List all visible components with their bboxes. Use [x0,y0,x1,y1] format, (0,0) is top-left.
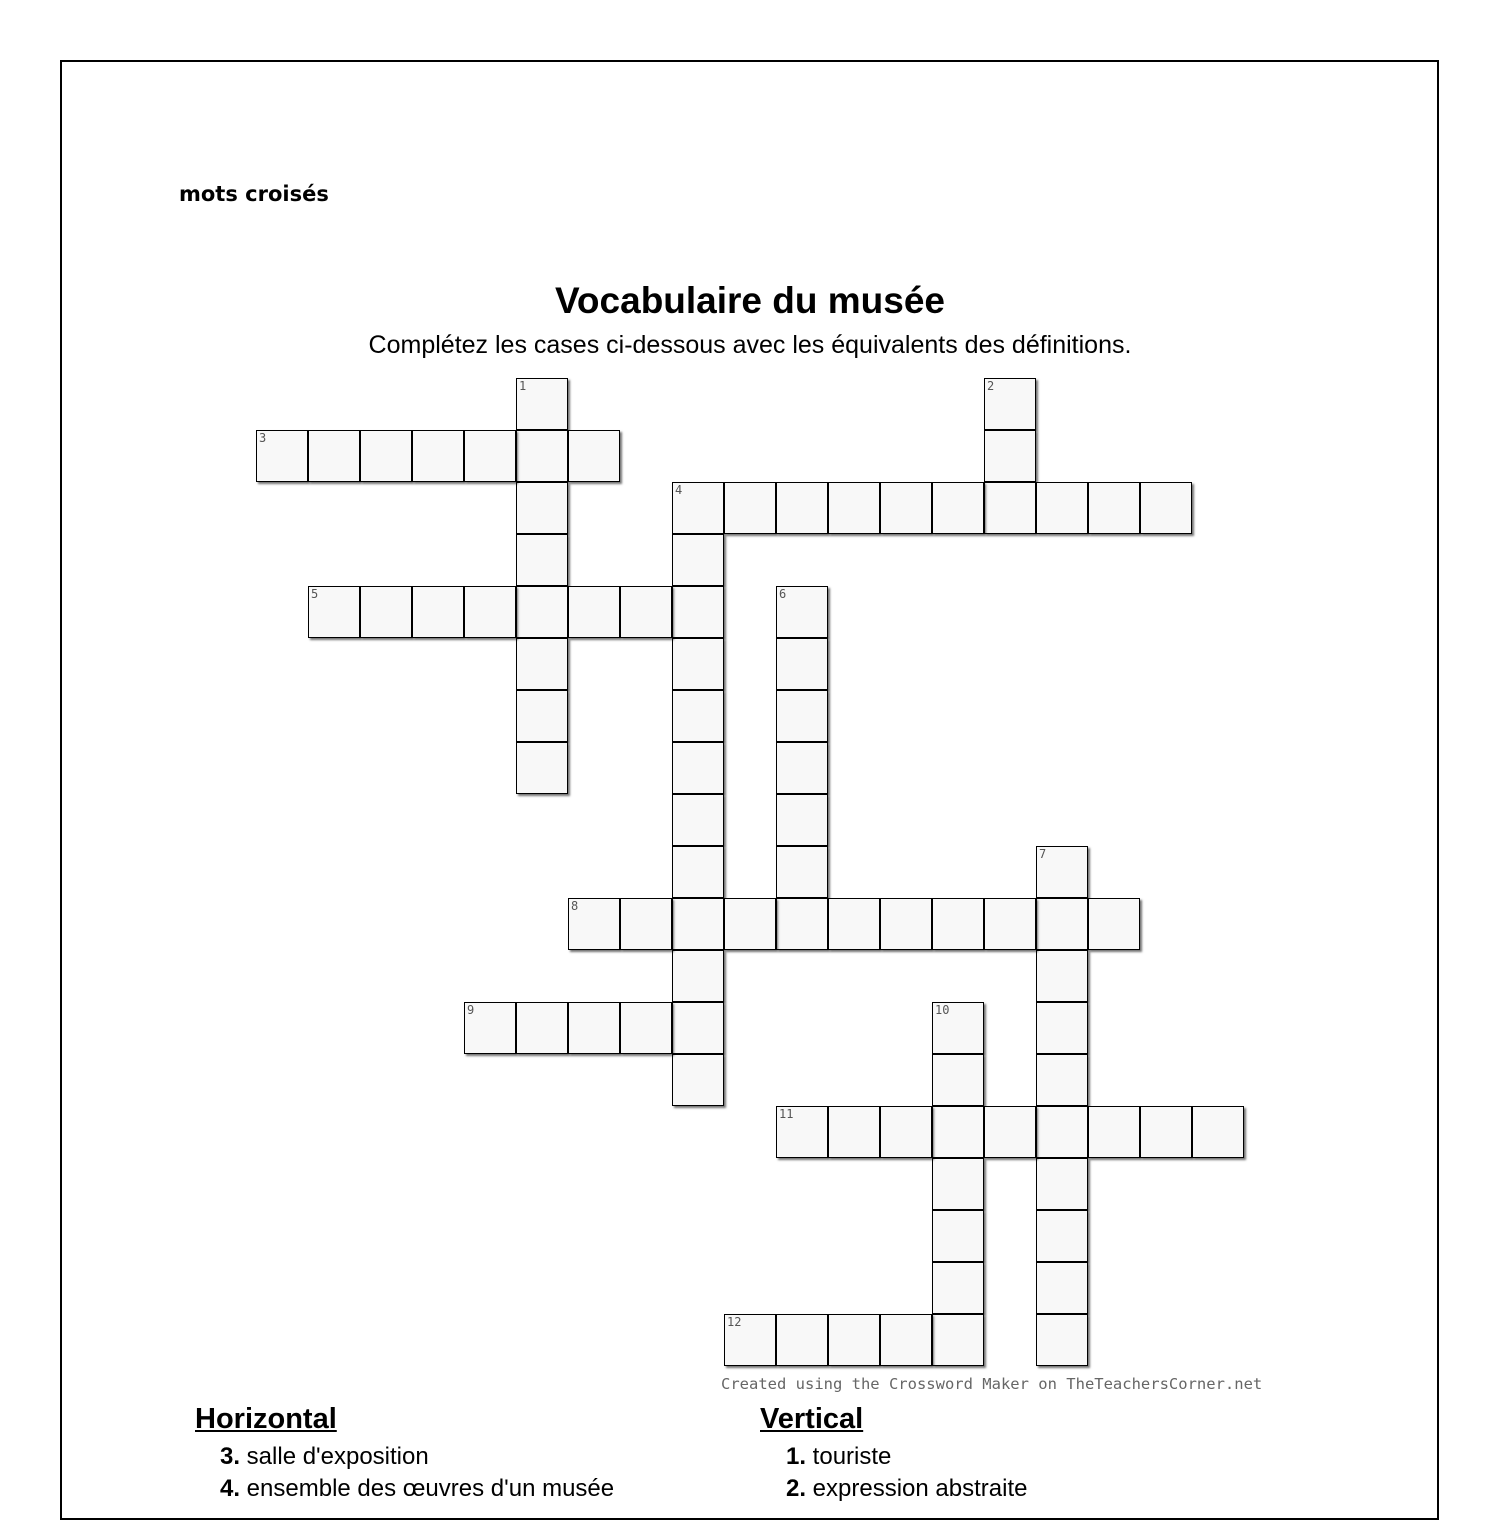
clue-number: 2. [786,1475,807,1502]
grid-cell[interactable] [932,1210,984,1262]
grid-cell[interactable] [828,1106,880,1158]
cell-number: 4 [675,483,683,497]
grid-cell[interactable] [308,586,360,638]
grid-cell[interactable] [984,482,1036,534]
clue-number: 3. [220,1443,241,1470]
clue-number: 4. [220,1475,241,1502]
puzzle-instructions: Complétez les cases ci-dessous avec les équivalents des définitions. [368,331,1132,359]
grid-cell[interactable] [984,898,1036,950]
grid-cell[interactable] [412,430,464,482]
clue-text: ensemble des œuvres d'un musée [240,1475,615,1502]
clue-text: expression abstraite [806,1475,1028,1502]
cell-number: 12 [727,1315,742,1329]
grid-cell[interactable] [932,898,984,950]
grid-cell[interactable] [724,898,776,950]
cell-number: 3 [259,431,267,445]
grid-cell[interactable] [1140,482,1192,534]
grid-cell[interactable] [412,586,464,638]
grid-cell[interactable] [776,794,828,846]
grid-cell[interactable] [516,586,568,638]
cell-number: 5 [311,587,319,601]
grid-cell[interactable] [1036,846,1088,898]
grid-cell[interactable] [1036,482,1088,534]
clue-text: salle d'exposition [240,1443,429,1470]
grid-cell[interactable] [776,742,828,794]
grid-cell[interactable] [932,1002,984,1054]
grid-cell[interactable] [672,1002,724,1054]
grid-cell[interactable] [672,1054,724,1106]
horizontal-clues-heading: Horizontal [195,1403,337,1435]
grid-cell[interactable] [776,846,828,898]
clue-item [220,1474,614,1506]
grid-cell[interactable] [516,1002,568,1054]
credit-line: Created using the Crossword Maker on TheTeachersCorner.net [721,1375,1263,1393]
grid-cell[interactable] [620,898,672,950]
grid-cell[interactable] [880,1314,932,1366]
grid-cell[interactable] [776,482,828,534]
grid-cell[interactable] [568,1002,620,1054]
grid-cell[interactable] [776,638,828,690]
grid-cell[interactable] [672,950,724,1002]
grid-cell[interactable] [1036,1002,1088,1054]
grid-cell[interactable] [256,430,308,482]
grid-cell[interactable] [932,482,984,534]
grid-cell[interactable] [568,430,620,482]
grid-cell[interactable] [1088,482,1140,534]
grid-cell[interactable] [1140,1106,1192,1158]
cell-number: 2 [987,379,995,393]
grid-cell[interactable] [464,1002,516,1054]
grid-cell[interactable] [516,534,568,586]
grid-cell[interactable] [464,586,516,638]
grid-cell[interactable] [828,1314,880,1366]
grid-cell[interactable] [672,742,724,794]
grid-cell[interactable] [516,430,568,482]
cell-number: 6 [779,587,787,601]
grid-cell[interactable] [724,482,776,534]
grid-cell[interactable] [672,794,724,846]
vertical-clues-heading: Vertical [760,1403,864,1435]
grid-cell[interactable] [1088,1106,1140,1158]
grid-cell[interactable] [932,1158,984,1210]
grid-cell[interactable] [1192,1106,1244,1158]
grid-cell[interactable] [516,690,568,742]
grid-cell[interactable] [672,586,724,638]
grid-cell[interactable] [984,430,1036,482]
puzzle-title: Vocabulaire du musée [555,280,945,321]
grid-cell[interactable] [568,586,620,638]
grid-cell[interactable] [776,690,828,742]
grid-cell[interactable] [1088,898,1140,950]
grid-cell[interactable] [568,898,620,950]
grid-cell[interactable] [1036,1158,1088,1210]
grid-cell[interactable] [880,1106,932,1158]
grid-cell[interactable] [672,534,724,586]
grid-cell[interactable] [620,586,672,638]
grid-cell[interactable] [828,482,880,534]
grid-cell[interactable] [672,898,724,950]
cell-number: 1 [519,379,527,393]
grid-cell[interactable] [984,378,1036,430]
grid-cell[interactable] [464,430,516,482]
cell-number: 9 [467,1003,475,1017]
grid-cell[interactable] [932,1314,984,1366]
grid-cell[interactable] [1036,1210,1088,1262]
cell-number: 7 [1039,847,1047,861]
grid-cell[interactable] [724,1314,776,1366]
grid-cell[interactable] [516,638,568,690]
grid-cell[interactable] [1036,950,1088,1002]
grid-cell[interactable] [516,378,568,430]
grid-cell[interactable] [360,430,412,482]
grid-cell[interactable] [776,1106,828,1158]
vertical-clue-list [786,1442,1027,1506]
grid-cell[interactable] [620,1002,672,1054]
grid-cell[interactable] [1036,1262,1088,1314]
grid-cell[interactable] [984,1106,1036,1158]
grid-cell[interactable] [776,898,828,950]
grid-cell[interactable] [932,1106,984,1158]
clue-item [786,1442,1027,1474]
cell-number: 11 [779,1107,794,1121]
grid-cell[interactable] [1036,1314,1088,1366]
clue-item [786,1474,1027,1506]
grid-cell[interactable] [880,898,932,950]
grid-cell[interactable] [516,742,568,794]
grid-cell[interactable] [1036,1054,1088,1106]
cell-number: 8 [571,899,579,913]
grid-cell[interactable] [308,430,360,482]
clue-number: 1. [786,1443,807,1470]
cell-number: 10 [935,1003,950,1017]
grid-cell[interactable] [880,482,932,534]
grid-cell[interactable] [360,586,412,638]
grid-cell[interactable] [672,638,724,690]
grid-cell[interactable] [1036,1106,1088,1158]
grid-cell[interactable] [672,846,724,898]
clue-item [220,1442,614,1474]
document-label: mots croisés [179,182,329,206]
grid-cell[interactable] [932,1054,984,1106]
grid-cell[interactable] [672,690,724,742]
grid-cell[interactable] [776,1314,828,1366]
horizontal-clue-list [220,1442,614,1506]
clue-text: touriste [806,1443,892,1470]
grid-cell[interactable] [932,1262,984,1314]
grid-cell[interactable] [828,898,880,950]
grid-cell[interactable] [516,482,568,534]
grid-cell[interactable] [1036,898,1088,950]
grid-cell[interactable] [776,586,828,638]
grid-cell[interactable] [672,482,724,534]
